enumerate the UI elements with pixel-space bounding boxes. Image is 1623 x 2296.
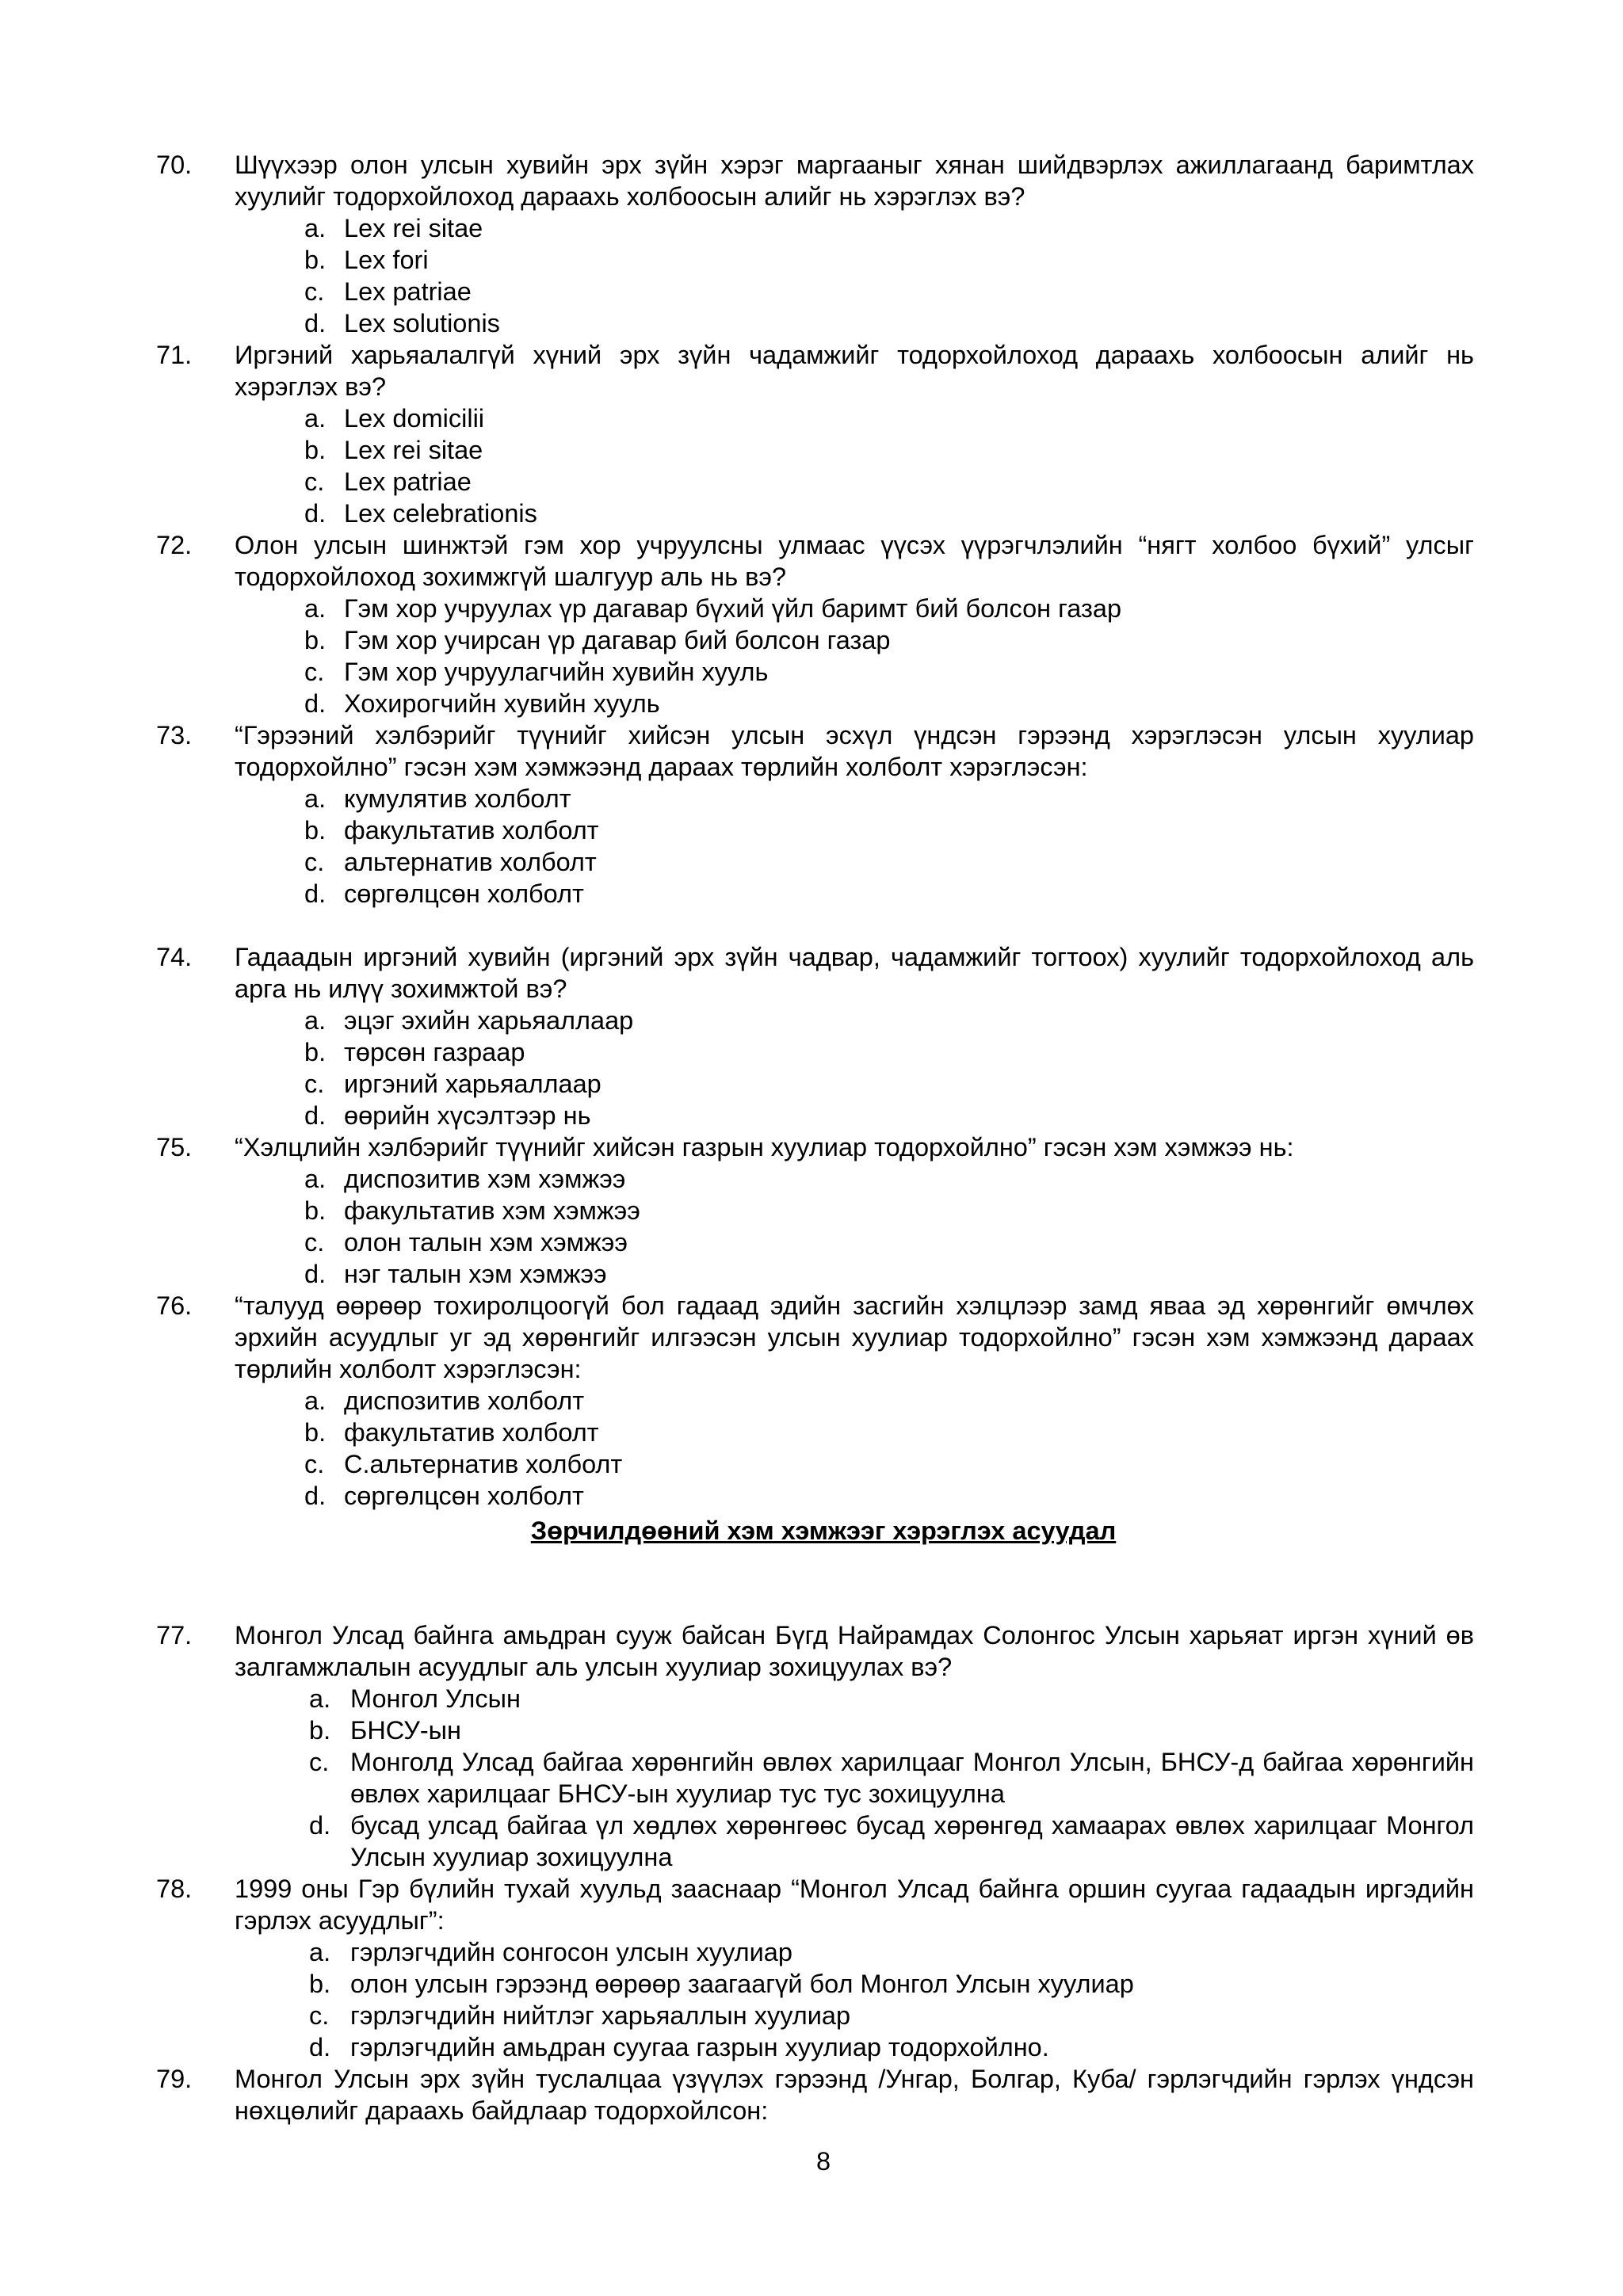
answer-option [304,1936,1474,1968]
answer-option [304,1163,1474,1195]
question-text: Шүүхээр олон улсын хувийн эрх зүйн хэрэг маргааныг хянан шийдвэрлэх ажиллагаанд баримтлах хуулийг тодорхойлоход дараахь холбоосын алийг нь хэрэглэх вэ? [235,151,1474,211]
question-text: 1999 оны Гэр бүлийн тухай хуульд зааснаар “Монгол Улсад байнга оршин суугаа гадаадын иргэдийн гэрлэх асуудлыг”: [235,1875,1474,1935]
question-number: 77. [156,1621,193,1650]
option-text: Lex celebrationis [344,499,537,528]
answer-option [304,846,1474,878]
option-text: Lex rei sitae [344,214,483,242]
option-letter: c. [304,467,325,496]
answer-option [304,878,1474,910]
option-letter: c. [304,1450,325,1478]
answer-option [304,2031,1474,2063]
option-text: гэрлэгчдийн амьдран суугаа газрын хуулиар тодорхойлно. [350,2033,1049,2061]
question-79 [0,2063,1623,2126]
option-letter: d. [304,499,327,528]
answer-option [304,2000,1474,2031]
answer-options [0,1936,1623,2063]
option-letter: b. [304,1418,327,1447]
option-letter: c. [309,1748,330,1776]
section-heading: Зөрчилдөөний хэм хэмжээг хэрэглэх асуудал [530,1516,1117,1545]
answer-option [304,307,1474,339]
option-letter: a. [304,1006,327,1035]
question-70 [0,149,1623,339]
question-text: “Хэлцлийн хэлбэрийг түүнийг хийсэн газрын хуулиар тодорхойлно” гэсэн хэм хэмжээ нь: [235,1133,1294,1161]
option-letter: c. [304,1228,325,1257]
option-text: диспозитив хэм хэмжээ [344,1165,626,1193]
answer-option [304,814,1474,846]
answer-option [304,1746,1474,1810]
option-letter: b. [309,1970,331,1998]
question-text: Монгол Улсын эрх зүйн туслалцаа үзүүлэх гэрээнд /Унгар, Болгар, Куба/ гэрлэгчдийн гэрлэх үндсэн нөхцөлийг дараахь байдлаар тодорхойлсон: [235,2065,1474,2125]
option-text: кумулятив холболт [344,784,571,813]
answer-option [304,498,1474,529]
question-number: 76. [156,1291,193,1320]
option-letter: a. [304,214,327,242]
question-77 [0,1619,1623,1873]
question-74 [0,941,1623,1131]
answer-option [304,402,1474,434]
answer-options [0,212,1623,339]
answer-options [0,1385,1623,1512]
question-76 [0,1290,1623,1512]
answer-option [304,1100,1474,1131]
question-number: 71. [156,341,193,369]
option-letter: b. [304,816,327,845]
answer-option [304,1385,1474,1417]
option-letter: d. [304,1101,327,1130]
option-text: гэрлэгчдийн нийтлэг харьяаллын хуулиар [350,2001,851,2030]
option-letter: d. [304,879,327,908]
page-number: 8 [815,2147,831,2176]
answer-option [304,466,1474,498]
option-text: Гэм хор учирсан үр дагавар бий болсон газар [344,626,891,654]
answer-option [304,434,1474,466]
option-text: бусад улсад байгаа үл хөдлөх хөрөнгөөс бусад хөрөнгөд хамаарах өвлөх харилцааг Монгол Улсын хуулиар зохицуулна [350,1811,1474,1871]
answer-option [304,1810,1474,1873]
option-letter: d. [309,1811,331,1840]
option-letter: c. [304,1070,325,1098]
question-71 [0,339,1623,529]
option-letter: a. [309,1684,331,1713]
question-text: Гадаадын иргэний хувийн (иргэний эрх зүйн чадвар, чадамжийг тогтоох) хуулийг тодорхойлоход аль арга нь илүү зохимжтой вэ? [235,943,1474,1003]
answer-option [304,1480,1474,1512]
answer-option [304,688,1474,719]
option-letter: b. [304,626,327,654]
option-text: Lex rei sitae [344,436,483,464]
option-text: сөргөлцсөн холболт [344,879,584,908]
option-text: Lex domicilii [344,404,485,433]
option-text: Lex solutionis [344,309,500,338]
option-text: төрсөн газраар [344,1038,525,1066]
option-letter: b. [304,436,327,464]
question-number: 74. [156,943,193,971]
option-text: олон талын хэм хэмжээ [344,1228,628,1257]
option-text: Хохирогчийн хувийн хууль [344,689,660,718]
option-text: гэрлэгчдийн сонгосон улсын хуулиар [350,1938,792,1966]
option-text: олон улсын гэрээнд өөрөөр заагаагүй бол Монгол Улсын хуулиар [350,1970,1134,1998]
answer-option [304,656,1474,688]
question-text: “Гэрээний хэлбэрийг түүнийг хийсэн улсын эсхүл үндсэн гэрээнд хэрэглэсэн улсын хуулиар тодорхойлно” гэсэн хэм хэмжээнд дараах төрлийн холболт хэрэглэсэн: [235,721,1474,781]
option-letter: b. [304,1038,327,1066]
option-text: Монголд Улсад байгаа хөрөнгийн өвлөх харилцааг Монгол Улсын, БНСУ-д байгаа хөрөнгийн өвлөх харилцааг БНСУ-ын хуулиар тус тус зохицуулна [350,1748,1474,1808]
question-number: 78. [156,1875,193,1903]
option-text: Гэм хор учруулах үр дагавар бүхий үйл баримт бий болсон газар [344,594,1122,623]
question-text: Монгол Улсад байнга амьдран сууж байсан Бүгд Найрамдах Солонгос Улсын харьяат иргэн хүний өв залгамжлалын асуудлыг аль улсын хуулиар зохицуулах вэ? [235,1621,1474,1681]
question-78 [0,1873,1623,2063]
option-text: факультатив хэм хэмжээ [344,1196,640,1225]
question-text: “талууд өөрөөр тохиролцоогүй бол гадаад эдийн засгийн хэлцлээр замд яваа эд хөрөнгийг өмчлөх эрхийн асуудлыг уг эд хөрөнгийг илгээсэн улсын хуулиар тодорхойлно” гэсэн хэм хэмжээнд дараах төрлийн холболт хэрэглэсэн: [235,1291,1474,1383]
option-letter: c. [304,848,325,876]
answer-option [304,276,1474,307]
option-letter: b. [304,1196,327,1225]
question-number: 75. [156,1133,193,1161]
option-text: С.альтернатив холболт [344,1450,623,1478]
option-letter: c. [304,658,325,686]
answer-options [0,1683,1623,1873]
option-text: факультатив холболт [344,1418,599,1447]
answer-option [304,1005,1474,1036]
answer-option [304,212,1474,244]
answer-option [304,1068,1474,1100]
option-letter: c. [309,2001,330,2030]
option-letter: b. [309,1716,331,1745]
question-75 [0,1131,1623,1290]
option-text: Монгол Улсын [350,1684,521,1713]
option-letter: d. [304,309,327,338]
option-letter: a. [304,784,327,813]
question-number: 73. [156,721,193,749]
option-text: факультатив холболт [344,816,599,845]
option-text: Lex fori [344,246,429,274]
option-letter: d. [304,1482,327,1510]
option-letter: c. [304,277,325,306]
answer-options [0,783,1623,910]
option-text: альтернатив холболт [344,848,597,876]
option-letter: a. [304,1165,327,1193]
page-content [0,149,1623,2126]
option-text: өөрийн хүсэлтээр нь [344,1101,591,1130]
answer-option [304,1448,1474,1480]
option-text: БНСУ-ын [350,1716,461,1745]
question-73 [0,719,1623,910]
answer-options [0,402,1623,529]
answer-option [304,593,1474,624]
option-text: Гэм хор учруулагчийн хувийн хууль [344,658,769,686]
option-text: Lex patriae [344,467,472,496]
option-letter: d. [304,1260,327,1288]
option-letter: a. [309,1938,331,1966]
option-letter: a. [304,1386,327,1415]
question-text: Олон улсын шинжтэй гэм хор учруулсны улмаас үүсэх үүрэгчлэлийн “нягт холбоо бүхий” улсыг тодорхойлоход зохимжгүй шалгуур аль нь вэ? [235,531,1474,591]
answer-option [304,624,1474,656]
question-number: 70. [156,151,193,179]
answer-option [304,783,1474,814]
answer-option [304,1258,1474,1290]
answer-option [304,1226,1474,1258]
option-letter: b. [304,246,327,274]
answer-options [0,1005,1623,1131]
question-number: 72. [156,531,193,559]
answer-option [304,1683,1474,1714]
answer-options [0,593,1623,719]
answer-options [0,1163,1623,1290]
answer-option [304,1417,1474,1448]
option-letter: d. [304,689,327,718]
option-text: эцэг эхийн харьяаллаар [344,1006,634,1035]
option-text: нэг талын хэм хэмжээ [344,1260,607,1288]
answer-option [304,1968,1474,2000]
answer-option [304,1714,1474,1746]
question-number: 79. [156,2065,193,2093]
question-text: Иргэний харьяалалгүй хүний эрх зүйн чадамжийг тодорхойлоход дараахь холбоосын алийг нь хэрэглэх вэ? [235,341,1474,401]
option-text: диспозитив холболт [344,1386,585,1415]
option-text: иргэний харьяаллаар [344,1070,601,1098]
option-letter: a. [304,404,327,433]
answer-option [304,1195,1474,1226]
answer-option [304,1036,1474,1068]
option-text: Lex patriae [344,277,472,306]
question-72 [0,529,1623,719]
option-letter: a. [304,594,327,623]
answer-option [304,244,1474,276]
option-text: сөргөлцсөн холболт [344,1482,584,1510]
option-letter: d. [309,2033,331,2061]
